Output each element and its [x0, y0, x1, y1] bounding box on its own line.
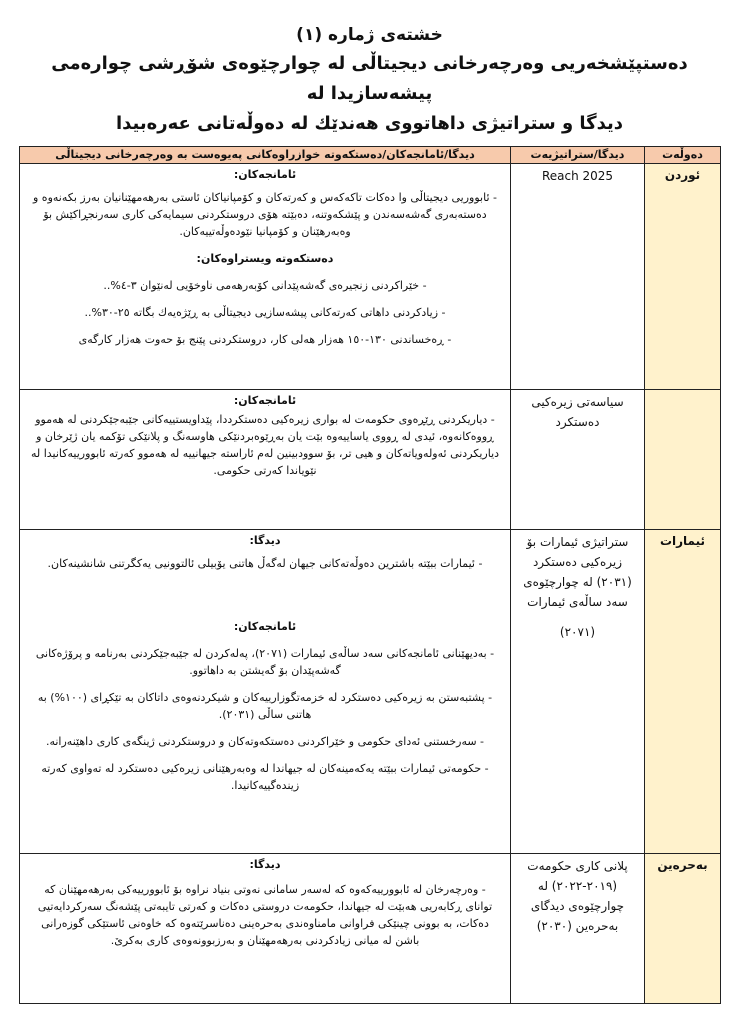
paragraph: - زیادکردنی داهاتی کەرتەکانی پیشەسازیی دیجیتاڵی بە ڕێژەیەك بگاتە ٢٥-٣٠%.. [84, 306, 446, 319]
table-row [20, 530, 721, 854]
paragraph: - وەرچەرخان لە ئابوورییەکەوە کە لەسەر سامانی نەوتی بنیاد نراوە بۆ ئابوورییەکی بەرهەمهێنان کە توانای ڕکابەریی هەبێت لە جیهاندا، حکومەت دروستی دەکات و کەرتی تایبەتی پێشەنگ سەرکردایەتیی دەکات، بە بوونی چینێکی فراوانی مامناوەندی بەحرەینی دەناسرێتەوە کە خاوەنی ئاستێکی گوزەرانی باشن لە میانی زیادکردنی بەرهەمهێنان و بەرزبوونەوەی کاری بەکرێ. [37, 883, 493, 947]
table-title: خشتەی ژمارە (١) [296, 25, 443, 45]
strategy-line: (٢٠٣١) لە چوارچێوەی [523, 575, 632, 589]
paragraph: - ئابووریی دیجیتاڵی وا دەکات تاکەکەس و کەرتەکان و کۆمپانیاکان ئاستی بەرهەمهێنانیان بەرز بکەنەوە و دەستەبەری گەشەسەندن و پێشکەوتنە، دەبێتە هۆی دروستکردنی سیمایەکی کاری سەرنجڕاکێش بۆ وەبەرهێنان و کۆمپانیا نێودەوڵەتییەکان. [33, 191, 497, 238]
strategy-line: زیرەکیی دەستکرد [532, 555, 623, 569]
section-heading: ئامانجەکان: [233, 620, 297, 633]
table-row [20, 390, 721, 530]
details-cell [20, 854, 511, 1004]
strategy-line: ستراتیژی ئیمارات بۆ [526, 535, 629, 549]
header-country: دەوڵەت [645, 147, 721, 164]
spacer [30, 582, 500, 618]
strategy-line: پلانی کاری حکومەت [527, 859, 628, 873]
strategy-table [19, 146, 721, 1004]
strategy-line: بەحرەین (٢٠٣٠) [536, 919, 619, 933]
paragraph: - حکومەتی ئیمارات ببێتە یەکەمینەکان لە جیهاندا لە وەبەرهێنانی زیرەکیی دەستکرد لە تەواوی کەرتە زیندەگییەکانیدا. [41, 762, 489, 792]
strategy-line: سەد ساڵەی ئیمارات [527, 595, 628, 609]
country-cell: ئیمارات [645, 530, 721, 854]
paragraph: - خێراکردنی زنجیرەی گەشەپێدانی کۆبەرهەمی ناوخۆیی لەنێوان ٣-٤%.. [103, 279, 427, 292]
section-heading: دیدگا: [249, 858, 281, 871]
table-row [20, 164, 721, 390]
table-subtitle-line-1: دەستپێشخەریی وەرچەرخانی دیجیتاڵی لە چوارچێوەی شۆڕشی چوارەمی پیشەسازیدا لە [51, 53, 688, 104]
header-strategy: دیدگا/ستراتیژیەت [511, 147, 645, 164]
details-cell [20, 390, 511, 530]
paragraph: - ئیمارات ببێتە باشترین دەوڵەتەکانی جیهان لەگەڵ هاتنی یۆبیلی ئالتوونیی یەکگرتنی شانشینەکان. [47, 557, 483, 570]
title-block [0, 22, 739, 139]
section-heading: ئامانجەکان: [233, 394, 297, 407]
header-details: دیدگا/ئامانجەکان/دەستکەوتە خوازراوەکانی پەیوەست بە وەرچەرخانی دیجیتاڵی [20, 147, 511, 164]
strategy-cell [511, 854, 645, 1004]
strategy-line: (٢٠١٩-٢٠٢٢) لە [537, 879, 618, 893]
country-cell: بەحرەین [645, 854, 721, 1004]
details-cell [20, 530, 511, 854]
section-heading: دەستکەوتە ویستراوەکان: [196, 252, 334, 265]
paragraph: - پشتبەستن بە زیرەکیی دەستکرد لە خزمەتگوزارییەکان و شیکردنەوەی داتاکان بە تێکڕای (١٠٠%) بە هاتنی ساڵی (٢٠٣١). [37, 691, 493, 721]
header-row [20, 147, 721, 164]
strategy-cell: Reach 2025 [511, 164, 645, 390]
section-heading: ئامانجەکان: [233, 168, 297, 181]
table-subtitle-line-2: دیدگا و ستراتیژی داهاتووی هەندێك لە دەوڵەتانی عەرەبیدا [115, 113, 624, 134]
country-cell [645, 390, 721, 530]
strategy-line: (٢٠٧١) [559, 625, 596, 639]
paragraph: - بەدیهێنانی ئامانجەکانی سەد ساڵەی ئیمارات (٢٠٧١)، پەلەکردن لە جێبەجێکردنی بەرنامە و پرۆژەکانی گەشەپێدان بۆ گەیشتن بە داهاتوو. [35, 647, 495, 677]
paragraph: - ڕەخساندنی ١٣٠-١٥٠ هەزار هەلی کار، دروستکردنی پێنج بۆ حەوت هەزار کارگەی [78, 333, 452, 346]
country-cell: ئوردن [645, 164, 721, 390]
details-cell [20, 164, 511, 390]
section-heading: دیدگا: [249, 534, 281, 547]
table-row [20, 854, 721, 1004]
strategy-cell: سیاسەتی زیرەکیی دەستکرد [511, 390, 645, 530]
strategy-line: چوارچێوەی دیدگای [530, 899, 625, 913]
paragraph: - سەرخستنی ئەدای حکومی و خێراکردنی دەستکەوتەکان و دروستکردنی ژینگەی کاری داهێنەرانە. [45, 735, 485, 748]
strategy-cell [511, 530, 645, 854]
paragraph: - دیاریکردنی ڕێڕەوی حکومەت لە بواری زیرەکیی دەستکرددا، پێداویستییەکانی جێبەجێکردنی لە هەموو ڕووەکانەوە، ئیدی لە ڕووی یاساییەوە بێت یان بەڕێوەبردنێکی هاوسەنگ و پلانێکی تۆکمە یان ژێرخان و دیاریکردنی ئەولەویاتەکان و هیی تر، بۆ سوودبینین لەم ئاراستە جیهانییە لە هەموو کەرتە ئابوورییەکانیدا لە نێویاندا کەرتی حکومی. [30, 413, 500, 477]
